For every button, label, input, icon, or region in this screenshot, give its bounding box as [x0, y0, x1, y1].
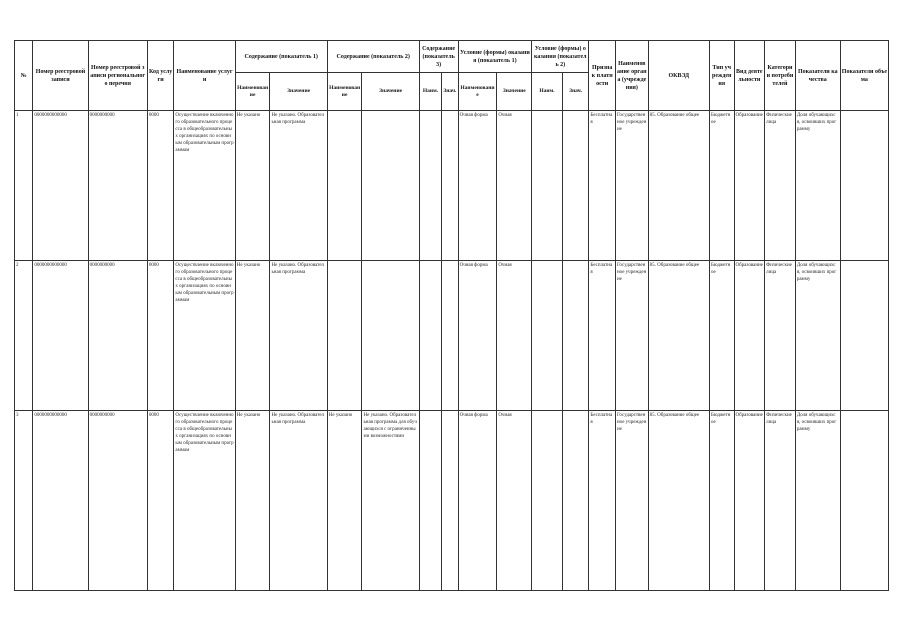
cell-cond1-value: Очная — [497, 261, 532, 411]
cell-c1-name: Не указано — [235, 111, 270, 261]
header-volume: Показатели объема — [840, 41, 888, 111]
table-row — [15, 111, 889, 261]
cell-auth: Государственное учреждение — [615, 111, 648, 261]
header-cond2: Условие (формы) оказания (показатель 2) — [532, 41, 589, 73]
header-pay: Признак платности — [589, 41, 616, 111]
cell-code: 0000 — [147, 111, 174, 261]
subheader-cond2-value: Знач. — [562, 73, 589, 111]
header-activity: Вид деятельности — [734, 41, 765, 111]
cell-c1-value: Не указано. Образовательная программа — [270, 411, 327, 591]
cell-c3-name — [419, 261, 441, 411]
cell-cond2-name — [532, 261, 563, 411]
cell-auth: Государственное учреждение — [615, 411, 648, 591]
cell-activity: Образование — [734, 111, 765, 261]
cell-c1-name: Не указано — [235, 261, 270, 411]
cell-c3-name — [419, 111, 441, 261]
cell-code: 0000 — [147, 261, 174, 411]
cell-category: Физические лица — [765, 261, 796, 411]
header-content2: Содержание (показатель 2) — [327, 41, 419, 73]
cell-num: 3 — [15, 411, 33, 591]
cell-num: 2 — [15, 261, 33, 411]
registry-document — [14, 40, 889, 591]
cell-category: Физические лица — [765, 111, 796, 261]
cell-c1-value: Не указано. Образовательная программа — [270, 111, 327, 261]
cell-okved: 85. Образование общее — [648, 111, 709, 261]
header-content1: Содержание (показатель 1) — [235, 41, 327, 73]
cell-c3-name — [419, 411, 441, 591]
header-reg-number-subject: Номер реестровой записи регионального перечня — [88, 41, 147, 111]
cell-name: Осуществление включенного образовательного процесса в общеобразовательных организациях по основным образовательным программам — [174, 411, 235, 591]
cell-type: Бюджетное — [709, 411, 734, 591]
cell-cond2-value — [562, 111, 589, 261]
cell-c2-name: Не указано — [327, 411, 362, 591]
cell-c1-value: Не указано. Образовательная программа — [270, 261, 327, 411]
cell-reg-subject: 0000000000 — [88, 411, 147, 591]
header-code: Код услуги — [147, 41, 174, 111]
cell-type: Бюджетное — [709, 261, 734, 411]
cell-pay: Бесплатная — [589, 411, 616, 591]
cell-reg-subject: 0000000000 — [88, 111, 147, 261]
cell-activity: Образование — [734, 261, 765, 411]
cell-volume — [840, 111, 888, 261]
cell-name: Осуществление включенного образовательного процесса в общеобразовательных организациях по основным образовательным программам — [174, 111, 235, 261]
header-cond1: Условие (формы) оказания (показатель 1) — [458, 41, 532, 73]
header-category: Категории потребителей — [765, 41, 796, 111]
header-okved: ОКВЭД — [648, 41, 709, 111]
cell-cond1-name: Очная форма — [458, 411, 497, 591]
cell-volume — [840, 411, 888, 591]
subheader-c1-name: Наименование — [235, 73, 270, 111]
cell-c3-value — [442, 411, 458, 591]
cell-c2-name — [327, 111, 362, 261]
cell-reg: 0000000000000 — [33, 111, 88, 261]
header-name: Наименование услуги — [174, 41, 235, 111]
cell-pay: Бесплатная — [589, 261, 616, 411]
cell-okved: 85. Образование общее — [648, 411, 709, 591]
cell-reg-subject: 0000000000 — [88, 261, 147, 411]
cell-category: Физические лица — [765, 411, 796, 591]
cell-cond2-value — [562, 411, 589, 591]
cell-c3-value — [442, 111, 458, 261]
cell-name: Осуществление включенного образовательного процесса в общеобразовательных организациях по основным образовательным программам — [174, 261, 235, 411]
cell-pay: Бесплатная — [589, 111, 616, 261]
cell-c2-name — [327, 261, 362, 411]
cell-c3-value — [442, 261, 458, 411]
cell-volume — [840, 261, 888, 411]
cell-activity: Образование — [734, 411, 765, 591]
cell-type: Бюджетное — [709, 111, 734, 261]
cell-cond2-value — [562, 261, 589, 411]
header-num: № — [15, 41, 33, 111]
cell-quality: Доля обучающихся, освоивших программу — [795, 111, 840, 261]
header-content3: Содержание (показатель 3) — [419, 41, 458, 73]
cell-code: 0000 — [147, 411, 174, 591]
subheader-cond1-name: Наименование — [458, 73, 497, 111]
header-type: Тип учреждения — [709, 41, 734, 111]
cell-c1-name: Не указано — [235, 411, 270, 591]
cell-cond1-value: Очная — [497, 411, 532, 591]
subheader-cond2-name: Наим. — [532, 73, 563, 111]
table-row — [15, 261, 889, 411]
cell-okved: 85. Образование общее — [648, 261, 709, 411]
cell-num: 1 — [15, 111, 33, 261]
subheader-c2-name: Наименование — [327, 73, 362, 111]
cell-reg: 0000000000000 — [33, 261, 88, 411]
subheader-c3-name: Наим. — [419, 73, 441, 111]
header-auth: Наименование органа (учреждения) — [615, 41, 648, 111]
cell-cond2-name — [532, 111, 563, 261]
cell-c2-value: Не указано. Образовательная программа для обучающихся с ограниченными возможностями — [362, 411, 419, 591]
registry-table — [14, 40, 889, 591]
subheader-c2-value: Значение — [362, 73, 419, 111]
table-header-row — [15, 41, 889, 73]
cell-auth: Государственное учреждение — [615, 261, 648, 411]
cell-c2-value — [362, 111, 419, 261]
table-row — [15, 411, 889, 591]
header-reg-number: Номер реестровой записи — [33, 41, 88, 111]
cell-quality: Доля обучающихся, освоивших программу — [795, 411, 840, 591]
cell-reg: 0000000000000 — [33, 411, 88, 591]
header-quality: Показатели качества — [795, 41, 840, 111]
cell-c2-value — [362, 261, 419, 411]
cell-cond1-name: Очная форма — [458, 111, 497, 261]
subheader-c1-value: Значение — [270, 73, 327, 111]
subheader-c3-value: Знач. — [442, 73, 458, 111]
cell-quality: Доля обучающихся, освоивших программу — [795, 261, 840, 411]
cell-cond2-name — [532, 411, 563, 591]
cell-cond1-name: Очная форма — [458, 261, 497, 411]
cell-cond1-value: Очная — [497, 111, 532, 261]
subheader-cond1-value: Значение — [497, 73, 532, 111]
